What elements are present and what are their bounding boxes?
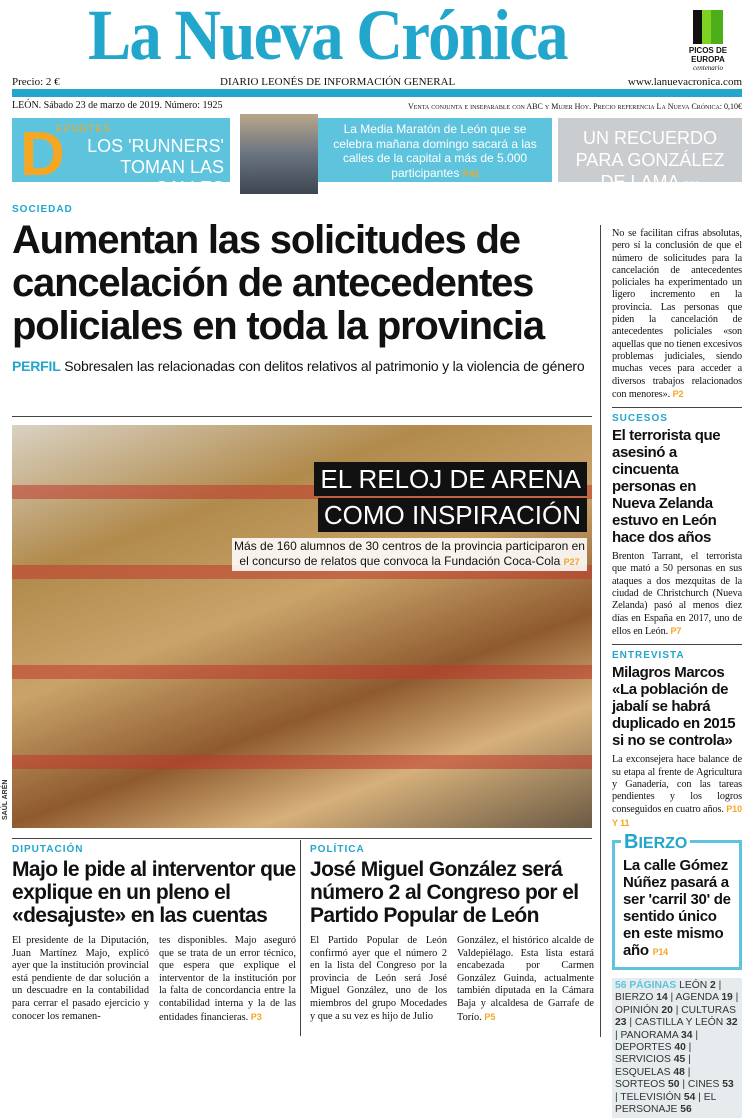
index-section: SERVICIOS xyxy=(615,1054,671,1066)
index-section: OPINIÓN xyxy=(615,1004,659,1016)
index-item: OPINIÓN 20 | xyxy=(615,1004,682,1016)
index-page: 53 xyxy=(722,1079,734,1091)
index-page: 56 xyxy=(680,1104,692,1116)
index-section: DEPORTES xyxy=(615,1042,672,1054)
index-item: CULTURAS 23 | xyxy=(615,1004,736,1029)
index-item: CINES 53 | xyxy=(615,1079,734,1103)
index-page: 32 xyxy=(726,1017,738,1029)
promo-gonzalez-de-lama[interactable] xyxy=(558,118,742,192)
photo-credit: SAÚL ARÉN xyxy=(2,779,9,820)
section-label: SOCIEDAD xyxy=(12,204,73,215)
index-section: ESQUELAS xyxy=(615,1066,671,1078)
index-item: BIERZO 14 | xyxy=(615,992,676,1004)
page-ref: P2 xyxy=(672,388,684,399)
page-ref: P27 xyxy=(563,557,580,567)
dateline: LEÓN. Sábado 23 de marzo de 2019. Número: 1925 xyxy=(12,100,223,111)
index-section: LEÓN xyxy=(679,980,708,992)
side-body xyxy=(612,754,742,830)
index-page: 23 xyxy=(615,1017,627,1029)
index-item: TELEVISIÓN 54 | xyxy=(620,1091,704,1103)
bierzo-box[interactable] xyxy=(612,831,742,970)
bottom-story-diputacion xyxy=(12,843,296,1024)
divider xyxy=(612,644,742,645)
body-col xyxy=(159,935,296,1024)
bottom-headline[interactable]: José Miguel González será número 2 al Congreso por el Partido Popular de León xyxy=(310,858,579,927)
index-section: CINES xyxy=(687,1079,720,1091)
index-section: TELEVISIÓN xyxy=(620,1091,682,1103)
index-section: AGENDA xyxy=(675,992,719,1004)
sale-note: Venta conjunta e inseparable con ABC y Mujer Hoy. Precio referencia La Nueva Crónica: 0,10€ xyxy=(407,102,742,111)
photo-subtitle xyxy=(232,538,587,571)
page-ref: P10 Y 11 xyxy=(612,804,742,828)
bierzo-label xyxy=(621,832,690,854)
section-label: POLÍTICA xyxy=(310,844,365,855)
side-headline[interactable]: Milagros Marcos «La población de jabalí se habrá duplicado en 2015 si no se controla» xyxy=(612,664,736,750)
index-item: DEPORTES 40 | xyxy=(615,1042,692,1054)
page-ref: P43 xyxy=(462,168,479,179)
masthead-title: La Nueva Crónica xyxy=(88,0,567,75)
lead-subhead xyxy=(12,358,592,375)
lead-body xyxy=(612,228,742,401)
divider xyxy=(12,416,592,417)
promo-deportes[interactable] xyxy=(12,118,230,198)
section-label: SUCESOS xyxy=(612,413,668,425)
runners-photo xyxy=(240,114,318,194)
index-section: EL PERSONAJE xyxy=(615,1091,716,1116)
index-item: PANORAMA 34 | xyxy=(620,1029,699,1041)
index-section: PANORAMA xyxy=(620,1029,679,1041)
index-page: 20 xyxy=(661,1004,673,1016)
body-col: El presidente de la Diputación, Juan Martínez Majo, explicó ayer que la institución provincial está pendiente de dar solución a un descuadre en la contabilidad para cerrar el pasado ejercicio y conocer los remanen- xyxy=(12,935,149,1022)
perfil-label: PERFIL xyxy=(12,358,61,374)
index-item: SORTEOS 50 | xyxy=(615,1079,688,1091)
promo-headline: LOS 'RUNNERS' TOMAN LAS CALLES xyxy=(87,136,224,198)
index-section: BIERZO xyxy=(615,992,654,1004)
lead-story xyxy=(12,203,592,375)
page-ref: P23 xyxy=(683,180,700,190)
picos-de-europa-logo xyxy=(672,10,744,72)
right-column xyxy=(612,228,742,1118)
lead-body-text: No se facilitan cifras absolutas, pero sí la conclusión de que el número de solicitudes para la cancelación de antecedentes policiales ha experimentado un ligero incremento en la provincia. Las personas que piden la cancelación de antecedentes policiales «son aquellas que no tienen excesivos problemas judiciales, siendo muchas veces para acceder a diversos trabajos relacionados con menores». xyxy=(612,228,742,400)
section-initial: D xyxy=(20,120,65,189)
section-label: EPORTES xyxy=(56,124,111,135)
index-page: 45 xyxy=(673,1054,686,1066)
page-ref: P7 xyxy=(670,625,682,636)
column-rule xyxy=(300,840,301,1036)
body-text: González, el histórico alcalde de Valdepiélago. Esta lista estará encabezada por Carmen González Guinda, actualmente también diputada en la Cámara Baja y alcaldesa de Garrafe de Torío. xyxy=(457,935,594,1023)
bottom-story-politica xyxy=(310,843,594,1024)
photo-caption xyxy=(232,462,587,571)
headline-text: La calle Gómez Núñez pasará a ser 'carril 30' de sentido único en este mismo año xyxy=(623,857,731,960)
photo-title: EL RELOJ DE ARENA xyxy=(314,462,587,496)
masthead-bar xyxy=(12,89,742,97)
body-text: Brenton Tarrant, el terrorista que mató a 50 personas en sus ataques a dos mezquitas de la ciudad de Christchurch (Nueva Zelanda) pasó al menos diez días en España en 2017, uno de ellos en León. xyxy=(612,551,742,637)
index-page: 14 xyxy=(656,992,668,1004)
centenario-logo-icon xyxy=(693,10,723,44)
body-text: tes disponibles. Majo aseguró que se trata de un error técnico, que espera que explique el interventor de la institución por la falta de concordancia entre la contabilidad interna y la de las entidades financieras. xyxy=(159,935,296,1023)
photo-title: COMO INSPIRACIÓN xyxy=(318,498,587,532)
page-ref: P3 xyxy=(250,1011,262,1022)
section-label: ENTREVISTA xyxy=(612,650,685,662)
page-ref: P5 xyxy=(484,1011,496,1022)
caption-text: Más de 160 alumnos de 30 centros de la provincia participaron en el concurso de relatos que convoca la Fundación Coca-Cola xyxy=(234,539,585,568)
body-col: El Partido Popular de León confirmó ayer que el número 2 en la lista del Congreso por la provincia de León será José Miguel González, uno de los miembros del grupo Mocedades y que a su vez es hijo de Julio xyxy=(310,935,447,1022)
index-item: SERVICIOS 45 | xyxy=(615,1054,691,1066)
label-initial: B xyxy=(624,831,639,854)
index-page: 54 xyxy=(683,1091,696,1103)
divider xyxy=(12,838,592,839)
page-ref: P14 xyxy=(652,947,668,958)
side-headline[interactable]: El terrorista que asesinó a cincuenta personas en Nueva Zelanda estuvo en León hace dos años xyxy=(612,427,721,547)
promo-headline: UN RECUERDO PARA GONZÁLEZ DE LAMA xyxy=(575,128,725,192)
index-pages: 56 PÁGINAS xyxy=(615,980,677,992)
label-rest: IERZO xyxy=(638,835,688,853)
body-col xyxy=(457,935,594,1024)
index-page: 19 xyxy=(721,992,733,1004)
index-item: ESQUELAS 48 | xyxy=(615,1066,691,1078)
logo-text: PICOS DE EUROPA xyxy=(688,46,728,64)
bottom-headline[interactable]: Majo le pide al interventor que explique en un pleno el «desajuste» en las cuentas xyxy=(12,858,296,927)
column-rule xyxy=(600,225,601,1037)
bierzo-headline xyxy=(623,857,733,961)
side-body xyxy=(612,551,742,638)
page-index xyxy=(612,978,742,1118)
index-page: 2 xyxy=(710,980,716,992)
perfil-text: Sobresalen las relacionadas con delitos relativos al patrimonio y la violencia de género xyxy=(64,358,585,374)
index-section: CULTURAS xyxy=(681,1004,736,1016)
divider xyxy=(612,407,742,408)
tagline: DIARIO LEONÉS DE INFORMACIÓN GENERAL xyxy=(220,76,456,88)
index-item: LEÓN 2 | xyxy=(679,980,722,992)
price: Precio: 2 € xyxy=(12,76,60,88)
index-page: 40 xyxy=(674,1042,686,1054)
promo-body: La Media Maratón de León que se celebra mañana domingo sacará a las calles de la capital a más de 5.000 participantes xyxy=(333,122,537,180)
index-section: CASTILLA Y LEÓN xyxy=(634,1017,724,1029)
promo-text[interactable] xyxy=(318,118,552,182)
index-item: CASTILLA Y LEÓN 32 | xyxy=(615,1017,738,1041)
section-label: DIPUTACIÓN xyxy=(12,844,84,855)
logo-sub: centenario xyxy=(693,64,723,72)
body-text: La exconsejera hace balance de su etapa al frente de Agricultura y Ganadería, con las tareas pendientes y los logros conseguidos en cuatro años. xyxy=(612,754,742,816)
index-page: 50 xyxy=(668,1079,680,1091)
index-page: 34 xyxy=(681,1029,693,1041)
website-link[interactable]: www.lanuevacronica.com xyxy=(627,76,742,88)
lead-headline[interactable]: Aumentan las solicitudes de cancelación de antecedentes policiales en toda la provincia xyxy=(12,218,544,348)
index-page: 48 xyxy=(673,1066,685,1078)
index-section: SORTEOS xyxy=(615,1079,666,1091)
index-item: AGENDA 19 | xyxy=(675,992,739,1004)
